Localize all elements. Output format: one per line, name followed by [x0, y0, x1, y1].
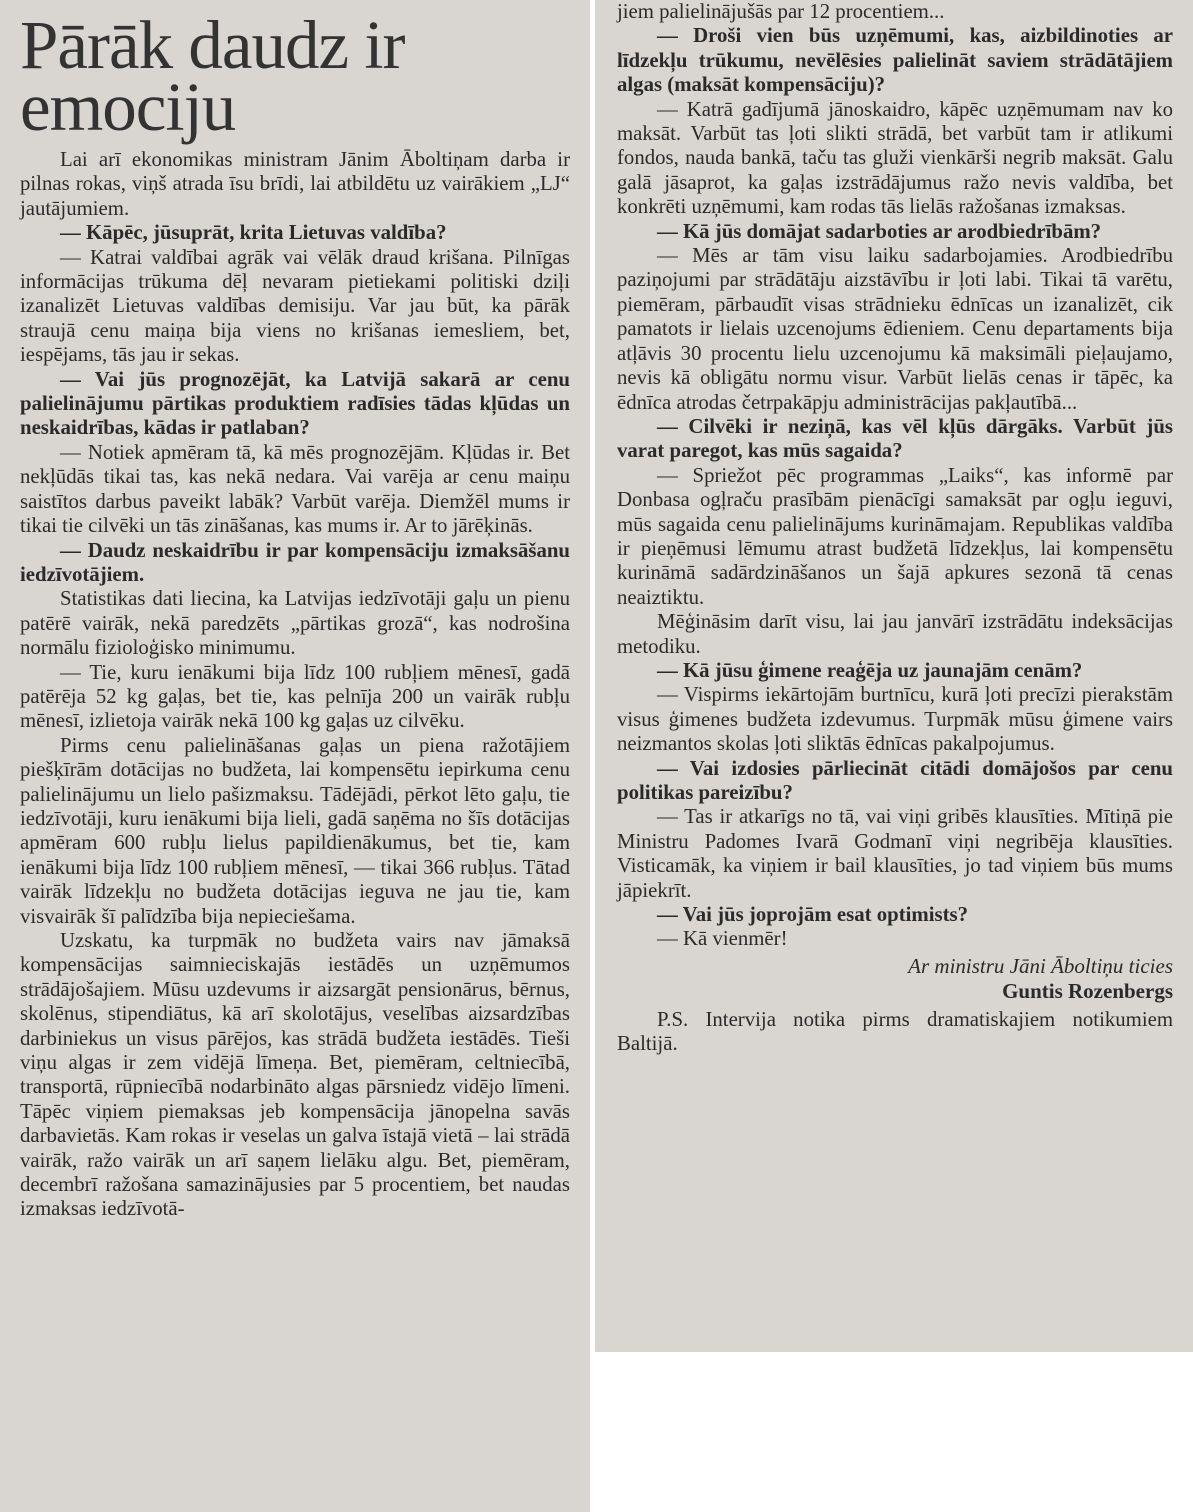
- answer-paragraph: — Mēs ar tām visu laiku sadarbojamies. Arodbiedrību paziņojumi par strādātāju aizstāvību ir ļoti labi. Tikai tā varētu, piemēram, pārbaudīt visas strādnieku ēdnīcas un izanalizēt, cik pamatots ir lielais uzcenojums ēdieniem. Cenu departaments bija atļāvis 30 procentu lielu uzcenojumu kā maksimāli pieļaujamo, nevis kā obligātu normu visur. Varbūt lielās cenas ir tāpēc, ka ēdnīca atrodas četrpakāpju administrācijas pakļautībā...: [617, 244, 1173, 414]
- question-paragraph: — Droši vien būs uzņēmumi, kas, aizbildinoties ar līdzekļu trūkumu, nevēlēsies palielināt saviem strādātājiem algas (maksāt kompensāciju)?: [617, 24, 1173, 97]
- answer-paragraph: Pirms cenu palielināšanas gaļas un piena ražotājiem piešķīrām dotācijas no budžeta, lai kompensētu iepirkuma cenu palielinājumu un lielo pašizmaksu. Tādējādi, pērkot lēto gaļu, tie iedzīvotāji, kuru ienākumi bija lieli, gadā saņēma no šīs dotācijas apmēram 600 rubļu lielus papildienākumus, bet tie, kam ienākumi bija līdz 100 rubļiem mēnesī, — tikai 366 rubļus. Tātad vairāk līdzekļu no budžeta dotācijas ieguva ne jau tie, kam visvairāk šī palīdzība bija nepieciešama.: [20, 733, 570, 928]
- answer-paragraph: Uzskatu, ka turpmāk no budžeta vairs nav jāmaksā kompensācijas saimnieciskajās iestādēs un uzņēmumos strādājošajiem. Mūsu uzdevums ir aizsargāt pensionārus, bērnus, skolēnus, stipendiātus, kā arī skolotājus, veselības aizsardzības darbiniekus un visus pārējos, kas strādā budžeta iestādēs. Tieši viņu algas ir zem vidējā līmeņa. Bet, piemēram, celtniecībā, transportā, rūpniecībā nodarbināto algas pārsniedz vidējo līmeni. Tāpēc viņiem piemaksas jeb kompensācija jānopelna savās darbavietās. Kam rokas ir veselas un galva īstajā vietā – lai strādā vairāk, ražo vairāk un arī saņem lielāku algu. Bet, piemēram, decembrī ražošana samazinājusies par 5 procentiem, bet naudas izmaksas iedzīvotā-: [20, 929, 570, 1221]
- question-paragraph: — Kāpēc, jūsuprāt, krita Lietuvas valdība?: [60, 221, 447, 245]
- left-column-body: [20, 148, 570, 1222]
- left-column: [0, 0, 590, 1512]
- question-paragraph: — Daudz neskaidrību ir par kompensāciju izmaksāšanu iedzīvotājiem.: [20, 538, 570, 586]
- answer-paragraph: Lai arī ekonomikas ministram Jānim Āboltiņam darba ir pilnas rokas, viņš atrada īsu brīdi, lai atbildētu uz vairākiem „LJ“ jautājumiem.: [20, 148, 570, 220]
- question-paragraph: — Kā jūsu ģimene reaģēja uz jaunajām cenām?: [657, 658, 1083, 682]
- right-column: [595, 0, 1193, 1352]
- question-paragraph: — Cilvēki ir neziņā, kas vēl kļūs dārgāks. Varbūt jūs varat paregot, kas mūs sagaida?: [617, 414, 1173, 463]
- answer-paragraph: — Katrai valdībai agrāk vai vēlāk draud krišana. Pilnīgas informācijas trūkuma dēļ nevaram pietiekami politiski dziļi izanalizēt Lietuvas valdības demisiju. Var jau būt, ka pārāk straujā cenu maiņa bija viens no krišanas iemesliem, bet, iespējams, tās jau ir sekas.: [20, 245, 570, 367]
- question-paragraph: — Kā jūs domājat sadarboties ar arodbiedrībām?: [657, 219, 1102, 243]
- answer-paragraph: — Notiek apmēram tā, kā mēs prognozējām. Kļūdas ir. Bet nekļūdās tikai tas, kas nekā nedara. Vai varēja ar cenu maiņu saistītos darbus paveikt labāk? Varbūt varēja. Diemžēl mums ir tikai tie cilvēki un tās zināšanas, kas mums ir. Ar to jārēķinās.: [20, 440, 570, 538]
- postscript: P.S. Intervija notika pirms dramatiskajiem notikumiem Baltijā.: [617, 1007, 1173, 1056]
- answer-paragraph: — Tas ir atkarīgs no tā, vai viņi gribēs klausīties. Mītiņā pie Ministru Padomes Ivarā Godmanī viņi negribēja klausīties. Visticamāk, ka viņiem ir bail klausīties, jo tad viņiem būs mums jāpiekrīt.: [617, 805, 1173, 902]
- answer-paragraph: — Spriežot pēc programmas „Laiks“, kas informē par Donbasa ogļraču prasībām pienācīgi samaksāt par ogļu ieguvi, mūs sagaida cenu palielinājums kurināmajam. Republikas valdība ir pieņēmusi lēmumu atrast budžetā līdzekļus, lai kompensētu kurināmā sadārdzināšanos un šajā apkures sezonā tā cenas neaiztiktu.: [617, 463, 1173, 609]
- question-paragraph: — Vai izdosies pārliecināt citādi domājošos par cenu politikas pareizību?: [617, 756, 1173, 804]
- signature-line: Ar ministru Jāni Āboltiņu ticies: [908, 953, 1173, 978]
- headline: Pārāk daudz ir emociju: [20, 7, 405, 145]
- right-column-body: [617, 0, 1173, 952]
- answer-paragraph: — Tie, kuru ienākumi bija līdz 100 rubļiem mēnesī, gadā patērēja 52 kg gaļas, bet tie, kas pelnīja 200 un vairāk rubļu mēnesī, izlietoja vairāk nekā 100 kg gaļas uz cilvēku.: [20, 660, 570, 733]
- answer-paragraph: Statistikas dati liecina, ka Latvijas iedzīvotāji gaļu un pienu patērē vairāk, nekā paredzēts „pārtikas grozā“, kas nodrošina normālu fizioloģisko minimumu.: [20, 587, 570, 660]
- answer-paragraph: — Vispirms iekārtojām burtnīcu, kurā ļoti precīzi pierakstām visus ģimenes budžeta izdevumus. Turpmāk mūsu ģimene vairs neizmantos skolas ļoti sliktās ēdnīcas pakalpojumus.: [617, 683, 1173, 756]
- answer-paragraph: Mēģināsim darīt visu, lai jau janvārī izstrādātu indeksācijas metodiku.: [617, 610, 1173, 658]
- question-paragraph: — Vai jūs joprojām esat optimists?: [657, 903, 969, 927]
- answer-paragraph: — Katrā gadījumā jānoskaidro, kāpēc uzņēmumam nav ko maksāt. Varbūt tas ļoti slikti strādā, bet varbūt tam ir atlikumi fondos, nauda bankā, taču tas gluži vienkārši negrib maksāt. Galu galā jāsaprot, ka gaļas izstrādājumus ražo nevis valdība, bet konkrēti uzņēmumi, kam rodas tās lielās ražošanas izmaksas.: [617, 97, 1173, 219]
- question-paragraph: — Vai jūs prognozējāt, ka Latvijā sakarā ar cenu palielinājumu pārtikas produktiem radīsies tādas kļūdas un neskaidrības, kādas ir patlaban?: [20, 367, 570, 440]
- author-name: Guntis Rozenbergs: [1002, 978, 1173, 1003]
- answer-paragraph: — Kā vienmēr!: [657, 927, 788, 951]
- answer-paragraph: jiem palielinājušās par 12 procentiem...: [617, 0, 945, 23]
